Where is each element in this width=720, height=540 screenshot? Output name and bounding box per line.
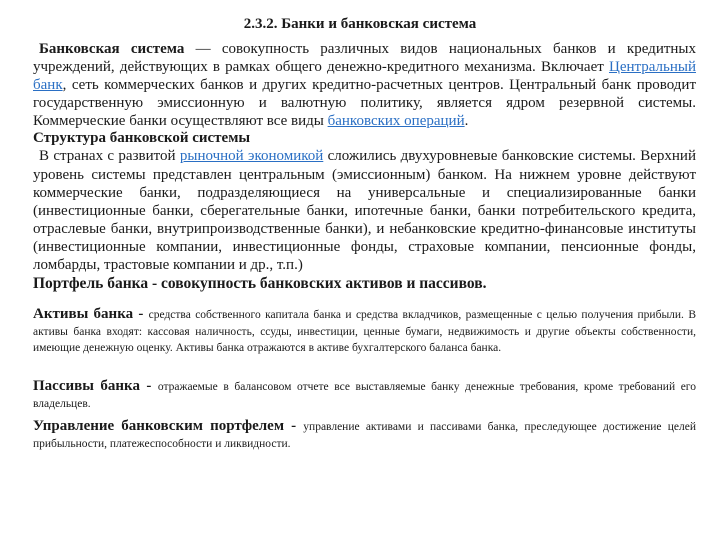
assets-text: средства собственного капитала банка и средства вкладчиков, размещенные с целью получения прибыли. В активы банка входят: кассовая наличность, ссуды, инвестиции, ценные бумаги, недвижимость и другие объекты собственности, имеющие денежную оценку. Активы банка отражаются в активе бухгалтерского баланса банка. [33, 309, 696, 354]
management-term: Управление банковским портфелем - [33, 418, 304, 434]
management-text: управление активами и пассивами банка, преследующее достижение целей прибыльности, платежеспособности и ликвидности. [33, 421, 696, 450]
portfolio-definition: Портфель банка - совокупность банковских активов и пассивов. [33, 275, 487, 293]
banking-operations-link[interactable]: банковских операций [327, 113, 465, 130]
term-banking-system: Банковская система [39, 41, 185, 57]
assets-definition [33, 306, 696, 357]
management-definition [33, 418, 696, 452]
assets-term: Активы банка - [33, 306, 149, 322]
central-bank-link[interactable]: Центральный банк [33, 59, 696, 94]
p1-text-2: , сеть коммерческих банков и других кредитно-расчетных центров. Центральный банк проводит государственную эмиссионную и валютную политику, является ядром резервной системы. Коммерческие банки осуществляют все виды [33, 77, 696, 130]
banking-system-definition [33, 40, 696, 293]
liabilities-term: Пассивы банка - [33, 378, 158, 394]
p1-text-1: — совокупность различных видов национальных банков и кредитных учреждений, действующих в рамках общего денежно-кредитного механизма. Включает [33, 41, 697, 76]
p1-text-3: . [464, 113, 469, 130]
market-economy-link[interactable]: рыночной экономикой [179, 148, 324, 165]
p2-text-2: сложились двухуровневые банковские системы. Верхний уровень системы представлен центральным (эмиссионным) банком. На нижнем уровне действуют коммерческие банки, подразделяющиеся на универсальные и специализированные банки (инвестиционные банки, сберегательные банки, ипотечные банки, банки потребительского кредита, отраслевые банки, внутрипроизводственные банки), и небанковские кредитно-финансовые институты (инвестиционные компании, инвестиционные фонды, страховые компании, пенсионные фонды, ломбарды, трастовые компании и др., т.п.) [33, 148, 696, 274]
liabilities-text: отражаемые в балансовом отчете все выставляемые банку денежные требования, кроме требований его владельцев. [33, 381, 696, 410]
liabilities-definition [33, 378, 696, 412]
section-title: 2.3.2. Банки и банковская система [243, 16, 477, 32]
structure-heading: Структура банковской системы [33, 130, 251, 147]
p2-text-1: В странах с развитой [39, 148, 180, 165]
